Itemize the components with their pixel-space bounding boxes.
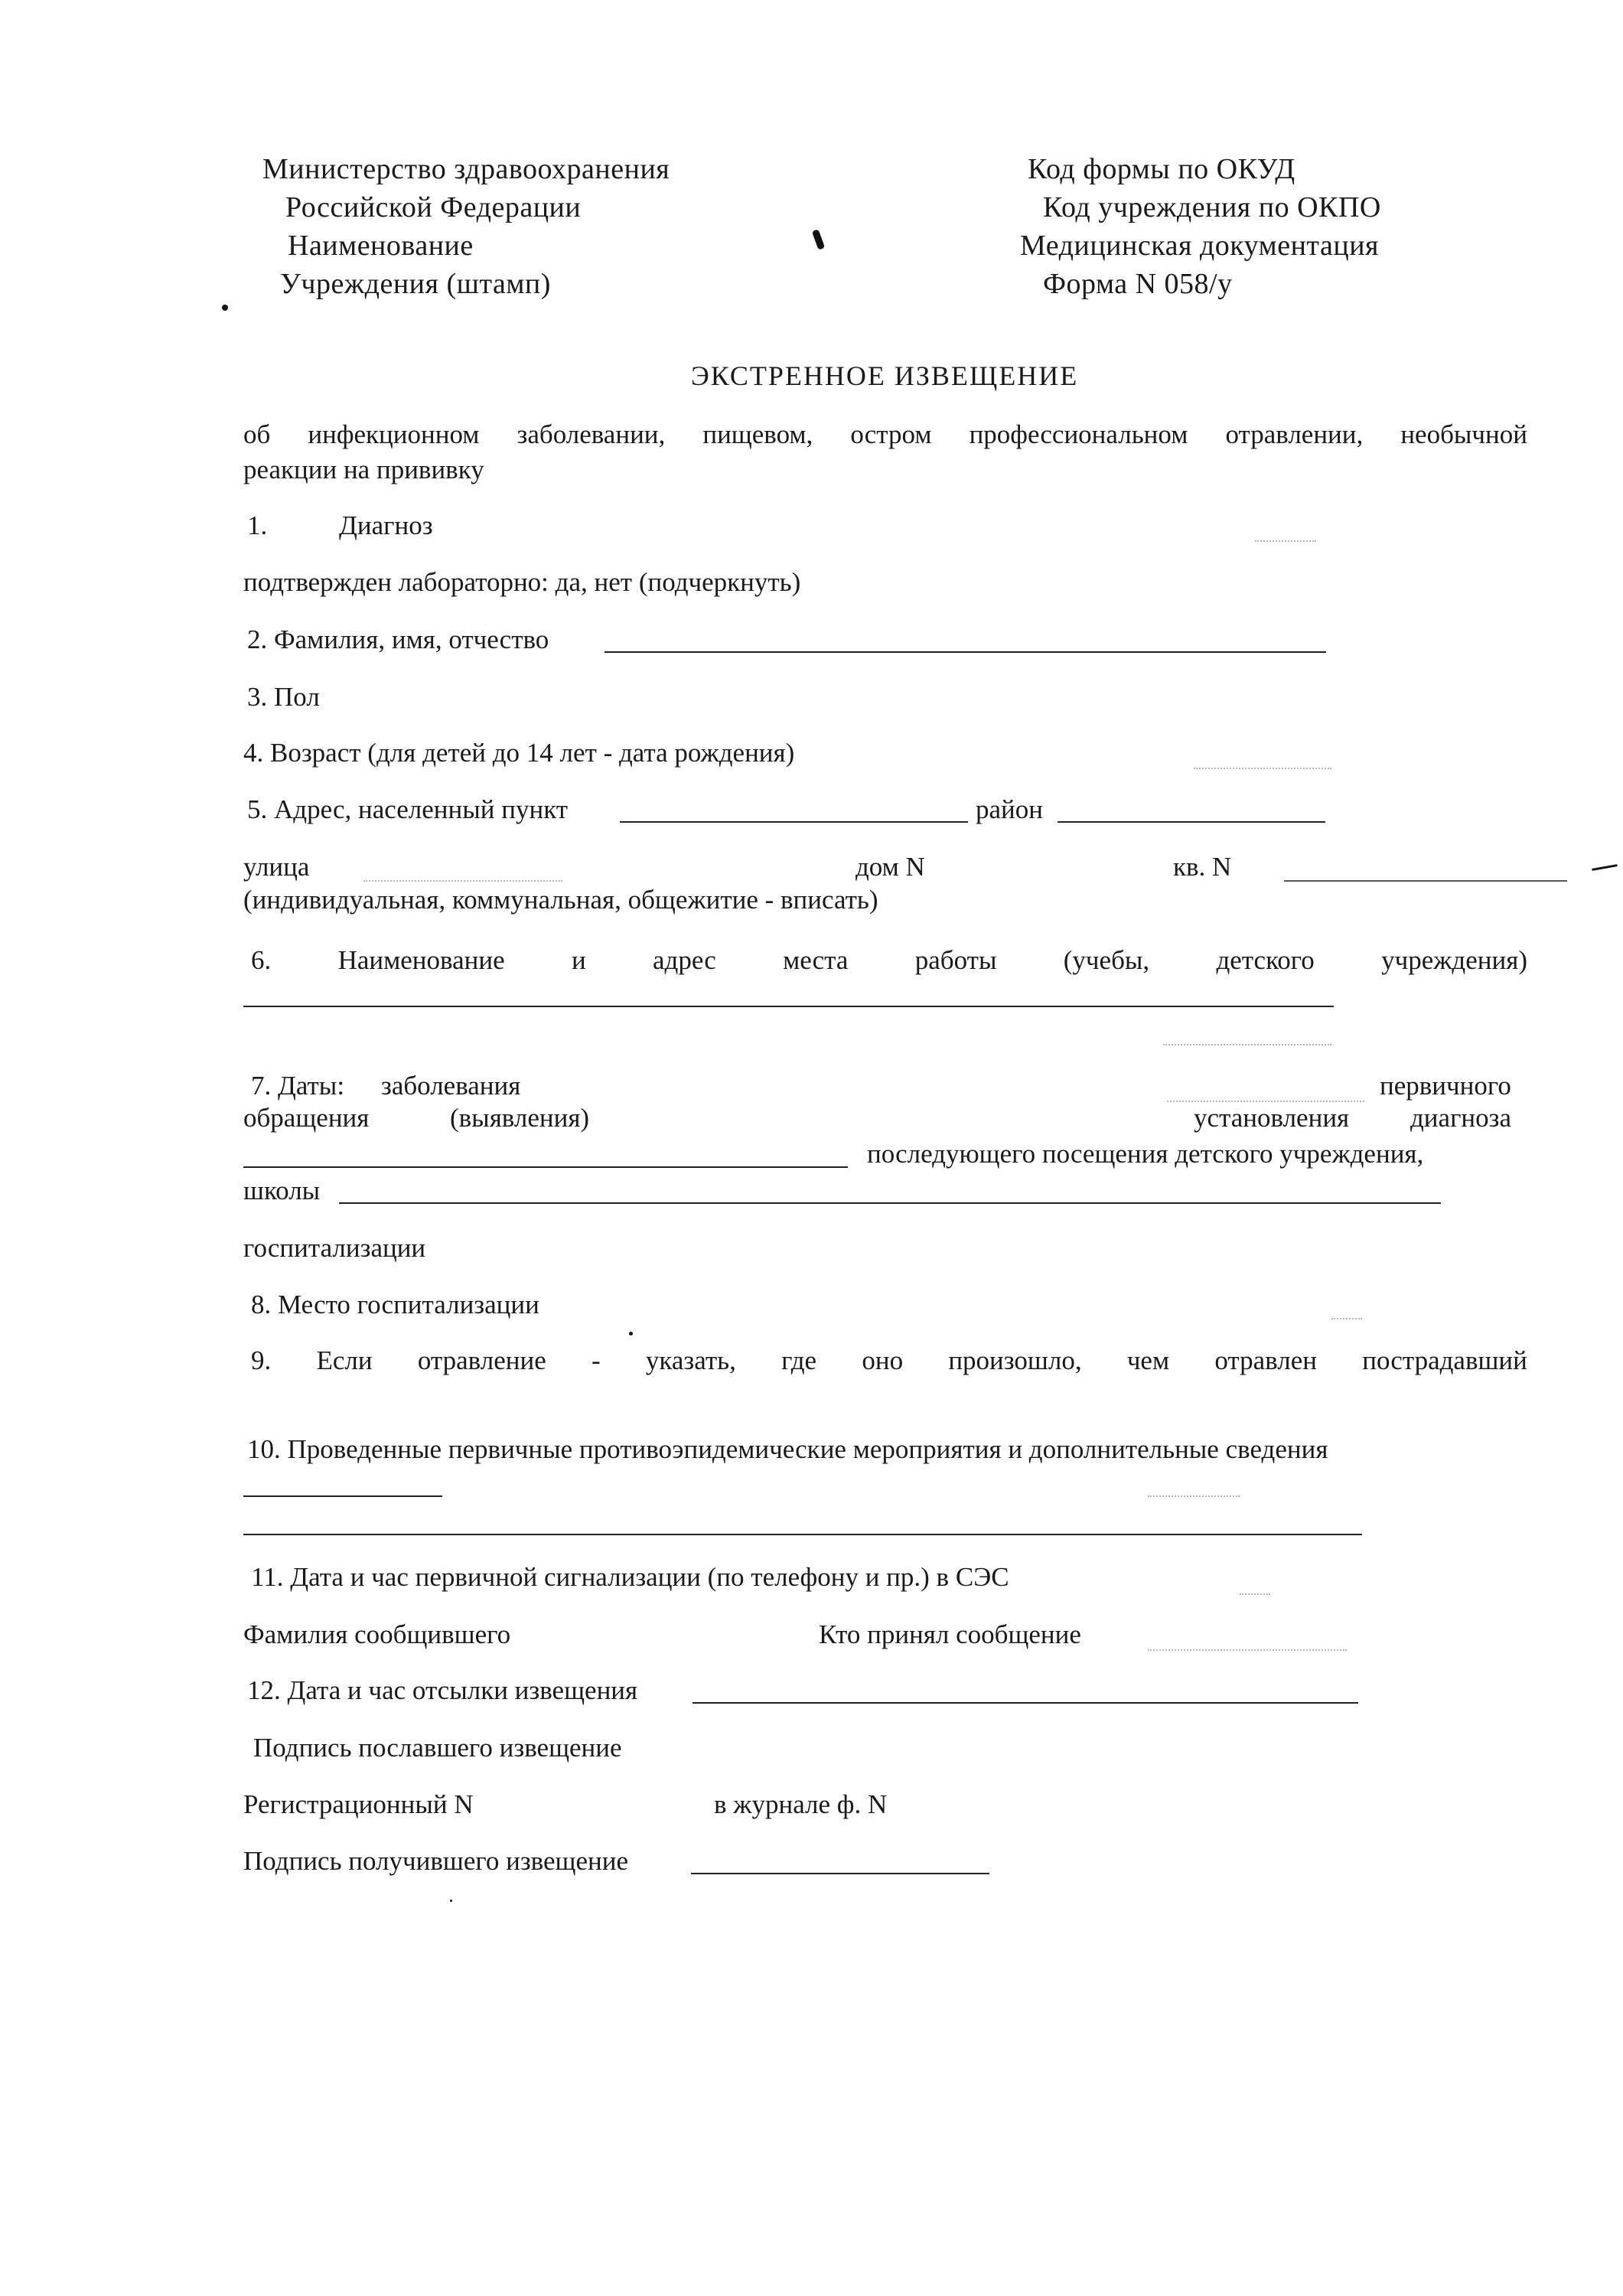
poisoning-word: пострадавший: [1362, 1345, 1527, 1375]
institution-stamp-label: Учреждения (штамп): [280, 268, 551, 300]
okud-code-label: Код формы по ОКУД: [1028, 153, 1295, 185]
receiver-signature-field[interactable]: [691, 1873, 989, 1874]
receiver-field[interactable]: [1148, 1649, 1347, 1651]
measures-label: 10. Проведенные первичные противоэпидемические мероприятия и дополнительные сведения: [247, 1434, 1328, 1464]
diagnosis-date-field[interactable]: [243, 1166, 848, 1168]
scan-speck: [1592, 864, 1618, 871]
scan-speck: [222, 305, 228, 311]
reporter-label: Фамилия сообщившего: [243, 1619, 511, 1649]
okpo-code-label: Код учреждения по ОКПО: [1043, 191, 1381, 223]
poisoning-label: [251, 1345, 1527, 1377]
hospitalization-place-label: 8. Место госпитализации: [251, 1290, 539, 1319]
dates-label: 7. Даты:: [251, 1071, 345, 1101]
signal-label: 11. Дата и час первичной сигнализации (по телефону и пр.) в СЭС: [251, 1562, 1009, 1592]
subtitle-word: остром: [850, 419, 932, 449]
scan-speck: [450, 1900, 452, 1902]
poisoning-word: отравление: [417, 1345, 546, 1375]
registration-number-label: Регистрационный N: [243, 1789, 474, 1819]
appeal-label: обращения: [243, 1103, 370, 1133]
apartment-field[interactable]: [1284, 880, 1567, 882]
subtitle-line2: реакции на прививку: [243, 455, 484, 484]
sex-label: 3. Пол: [247, 682, 320, 712]
workplace-word: места: [783, 945, 849, 975]
district-label: район: [976, 794, 1043, 824]
signal-field[interactable]: [1240, 1593, 1270, 1595]
workplace-label: [251, 944, 1527, 977]
hospitalization-date-label: госпитализации: [243, 1233, 426, 1263]
fio-field[interactable]: [605, 651, 1326, 653]
poisoning-word: 9.: [251, 1345, 272, 1375]
workplace-word: детского: [1216, 945, 1315, 975]
measures-field-continued[interactable]: [243, 1534, 1362, 1535]
subtitle-word: профессиональном: [969, 419, 1188, 449]
next-visit-label: последующего посещения детского учреждения,: [867, 1139, 1424, 1169]
district-field[interactable]: [1058, 821, 1325, 823]
subtitle-word: пищевом,: [702, 419, 813, 449]
diagnosis-established-label-2: диагноза: [1410, 1103, 1512, 1133]
appeal-label-detection: (выявления): [450, 1103, 590, 1133]
scan-speck: [629, 1332, 633, 1336]
apartment-label: кв. N: [1173, 852, 1232, 882]
form-number-label: Форма N 058/у: [1043, 268, 1233, 300]
workplace-field[interactable]: [243, 1006, 1334, 1007]
settlement-field[interactable]: [620, 821, 968, 823]
poisoning-word: оно: [862, 1345, 904, 1375]
subtitle-word: необычной: [1400, 419, 1527, 449]
ministry-line2: Российской Федерации: [285, 191, 582, 223]
sent-label: 12. Дата и час отсылки извещения: [247, 1675, 638, 1705]
workplace-word: (учебы,: [1063, 945, 1150, 975]
workplace-field-continued[interactable]: [1163, 1044, 1331, 1045]
poisoning-word: указать,: [645, 1345, 736, 1375]
subtitle-word: заболевании,: [517, 419, 666, 449]
workplace-word: адрес: [652, 945, 716, 975]
housing-type-label: (индивидуальная, коммунальная, общежитие - вписать): [243, 885, 878, 915]
receiver-label: Кто принял сообщение: [819, 1619, 1081, 1649]
form-title: ЭКСТРЕННОЕ ИЗВЕЩЕНИЕ: [691, 360, 1079, 391]
street-field[interactable]: [363, 880, 562, 882]
workplace-word: Наименование: [337, 945, 505, 975]
subtitle-line1: [243, 419, 1527, 451]
fio-label: 2. Фамилия, имя, отчество: [247, 625, 549, 654]
institution-name-label: Наименование: [288, 230, 474, 262]
medical-documentation-label: Медицинская документация: [1020, 230, 1380, 262]
sent-field[interactable]: [693, 1702, 1358, 1704]
journal-label: в журнале ф. N: [714, 1789, 888, 1819]
sender-signature-label: Подпись пославшего извещение: [253, 1733, 622, 1763]
workplace-word: учреждения): [1381, 945, 1527, 975]
diagnosis-field[interactable]: [1255, 540, 1316, 542]
street-label: улица: [243, 852, 310, 882]
hospitalization-place-field[interactable]: [1331, 1318, 1362, 1319]
poisoning-word: Если: [316, 1345, 373, 1375]
age-label: 4. Возраст (для детей до 14 лет - дата рождения): [243, 738, 795, 768]
receiver-signature-label: Подпись получившего извещение: [243, 1846, 628, 1876]
ministry-line1: Министерство здравоохранения: [262, 153, 670, 185]
measures-field[interactable]: [243, 1495, 442, 1497]
poisoning-word: чем: [1126, 1345, 1170, 1375]
lab-confirmed-label: подтвержден лабораторно: да, нет (подчеркнуть): [243, 567, 801, 597]
workplace-word: и: [571, 945, 586, 975]
subtitle-word: инфекционном: [308, 419, 480, 449]
poisoning-word: отравлен: [1214, 1345, 1317, 1375]
address-label: 5. Адрес, населенный пункт: [247, 794, 569, 824]
measures-field-dotted[interactable]: [1148, 1495, 1240, 1497]
scan-speck: [812, 229, 825, 250]
subtitle-word: отравлении,: [1225, 419, 1364, 449]
poisoning-word: где: [781, 1345, 817, 1375]
subtitle-word: об: [243, 419, 271, 449]
house-label: дом N: [855, 852, 925, 882]
workplace-word: работы: [914, 945, 997, 975]
disease-date-label: заболевания: [381, 1071, 521, 1101]
primary-label: первичного: [1380, 1071, 1511, 1101]
diagnosis-label: Диагноз: [339, 510, 433, 540]
poisoning-word: произошло,: [948, 1345, 1082, 1375]
diagnosis-established-label: установления: [1194, 1103, 1350, 1133]
school-field[interactable]: [339, 1202, 1441, 1204]
workplace-word: 6.: [251, 945, 272, 975]
school-label: школы: [243, 1176, 321, 1205]
poisoning-word: -: [591, 1345, 601, 1375]
age-field[interactable]: [1194, 768, 1331, 769]
item-number: 1.: [247, 510, 268, 540]
